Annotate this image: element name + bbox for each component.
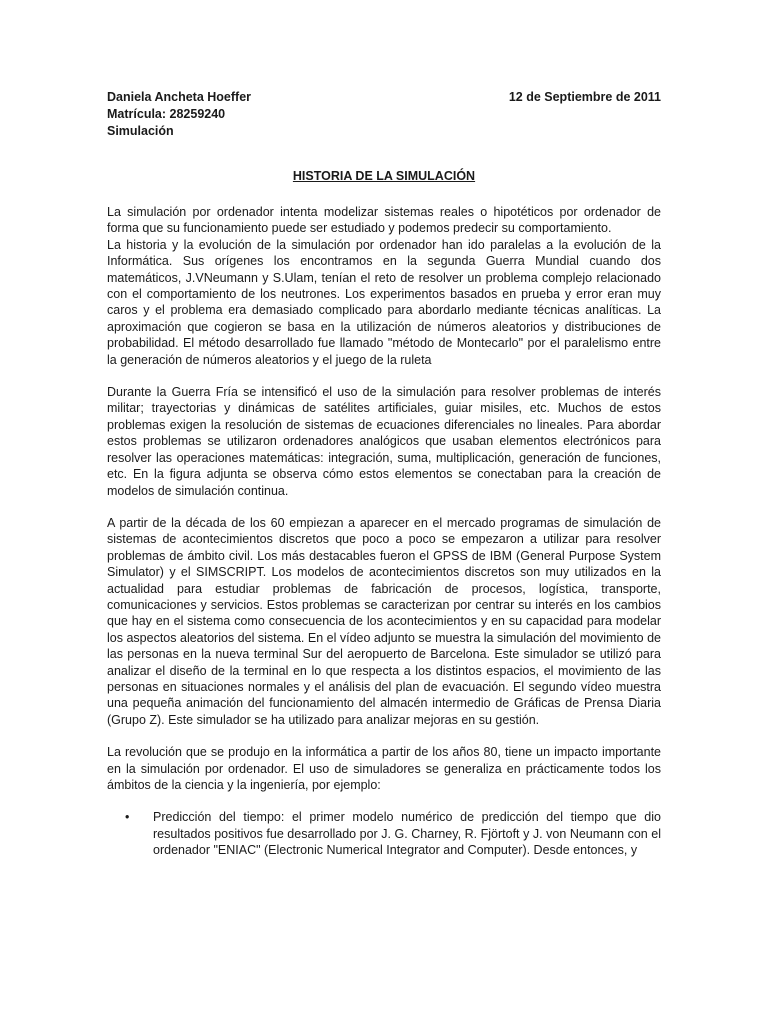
paragraph-cold-war: Durante la Guerra Fría se intensificó el uso de la simulación para resolver problemas de interés militar; trayectorias y dinámicas de satélites artificiales, guiar misiles, etc. Muchos de estos problemas exigen la resolución de sistemas de ecuaciones diferenciales no lineales. Para abordar estos problemas se utilizaron ordenadores analógicos que usaban elementos electrónicos para resolver las operaciones matemáticas: integración, suma, multiplicación, generación de funciones, etc. En la figura adjunta se observa cómo estos elementos se conectaban para la creación de modelos de simulación continua. — [107, 385, 661, 498]
subject-line: Simulación — [107, 124, 174, 138]
author-name: Daniela Ancheta Hoeffer — [107, 90, 252, 104]
paragraph-history: La historia y la evolución de la simulación por ordenador han ido paralelas a la evolución de la Informática. Sus orígenes los encontramos en la segunda Guerra Mundial cuando dos matemáticos, J.VNeumann y S.Ulam, tenían el reto de resolver un problema complejo relacionado con el comportamiento de los neutrones. Los experimentos basados en prueba y error eran muy caros y el problema era demasiado complicado para abordarlo mediante técnicas analíticas. La aproximación que cogieron se basa en la utilización de números aleatorios y distribuciones de probabilidad. El método desarrollado fue llamado "método de Montecarlo" por el paralelismo entre la generación de números aleatorios y el juego de la ruleta — [107, 237, 661, 367]
paragraph-sixties: A partir de la década de los 60 empiezan a aparecer en el mercado programas de simulación de sistemas de acontecimientos discretos que poco a poco se empezaron a utilizar para resolver problemas de ámbito civil. Los más destacables fueron el GPSS de IBM (General Purpose System Simulator) y el SIMSCRIPT. Los modelos de acontecimientos discretos son muy utilizados en la actualidad para estudiar problemas de fabricación de procesos, logística, transporte, comunicaciones y servicios. Estos problemas se caracterizan por centrar su interés en los cambios que hay en el sistema como consecuencia de los acontecimientos y en su capacidad para modelar los aspectos aleatorios del sistema. En el vídeo adjunto se muestra la simulación del movimiento de las personas en la nueva terminal Sur del aeropuerto de Barcelona. Este simulador se utilizó para analizar el diseño de la terminal en lo que respecta a los distintos espacios, el movimiento de las personas en situaciones normales y el análisis del plan de evacuación. El segundo vídeo muestra una pequeña animación del funcionamiento del almacén intermedio de Gráficas de Prensa Diaria (Grupo Z). Este simulador se ha utilizado para analizar mejoras en su gestión. — [107, 515, 661, 727]
paragraph-eighties: La revolución que se produjo en la informática a partir de los años 80, tiene un impacto importante en la simulación por ordenador. El uso de simuladores se generaliza en prácticamente todos los ámbitos de la ciencia y la ingeniería, por ejemplo: — [107, 745, 661, 792]
header-row — [107, 89, 661, 106]
matricula-line: Matrícula: 28259240 — [107, 107, 226, 121]
document-page — [107, 89, 661, 859]
bullet-icon: • — [125, 810, 130, 825]
document-title: HISTORIA DE LA SIMULACIÓN — [292, 169, 476, 183]
list-item — [107, 809, 661, 858]
list-item-text: Predicción del tiempo: el primer modelo numérico de predicción del tiempo que dio resultados positivos fue desarrollado por J. G. Charney, R. Fjörtoft y J. von Neumann con el ordenador "ENIAC" (Electronic Numerical Integrator and Computer). Desde entonces, y — [153, 810, 661, 858]
paragraph-intro: La simulación por ordenador intenta modelizar sistemas reales o hipotéticos por ordenador de forma que su funcionamiento puede ser estudiado y podemos predecir su comportamiento. — [107, 205, 661, 236]
examples-list — [107, 809, 661, 858]
document-date: 12 de Septiembre de 2011 — [508, 90, 661, 104]
